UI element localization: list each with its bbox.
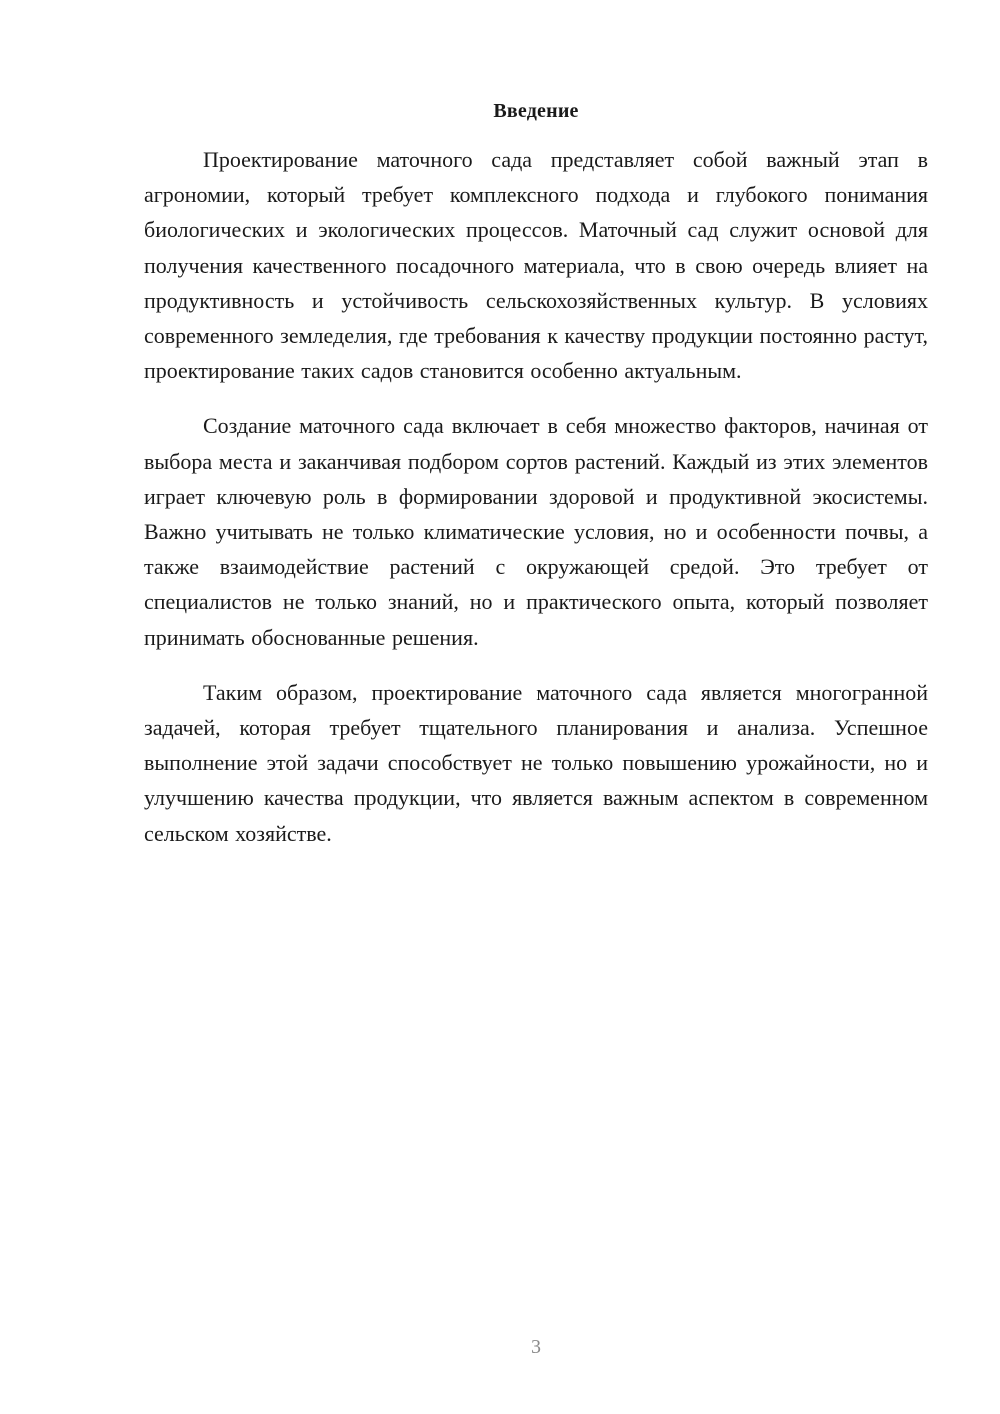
paragraph-1: Проектирование маточного сада представляет собой важный этап в агрономии, который требует комплексного подхода и глубокого понимания биологических и экологических процессов. Маточный сад служит основой для получения качественного посадочного материала, что в свою очередь влияет на продуктивность и устойчивость сельскохозяйственных культур. В условиях современного земледелия, где требования к качеству продукции постоянно растут, проектирование таких садов становится особенно актуальным. xyxy=(144,147,928,384)
paragraph-2: Создание маточного сада включает в себя множество факторов, начиная от выбора места и заканчивая подбором сортов растений. Каждый из этих элементов играет ключевую роль в формировании здоровой и продуктивной экосистемы. Важно учитывать не только климатические условия, но и особенности почвы, а также взаимодействие растений с окружающей средой. Это требует от специалистов не только знаний, но и практического опыта, который позволяет принимать обоснованные решения. xyxy=(144,413,928,650)
paragraph-3: Таким образом, проектирование маточного сада является многогранной задачей, которая требует тщательного планирования и анализа. Успешное выполнение этой задачи способствует не только повышению урожайности, но и улучшению качества продукции, что является важным аспектом в современном сельском хозяйстве. xyxy=(144,679,928,846)
section-title: Введение xyxy=(493,100,579,122)
page-number: 3 xyxy=(531,1336,541,1358)
body-text xyxy=(144,142,928,851)
